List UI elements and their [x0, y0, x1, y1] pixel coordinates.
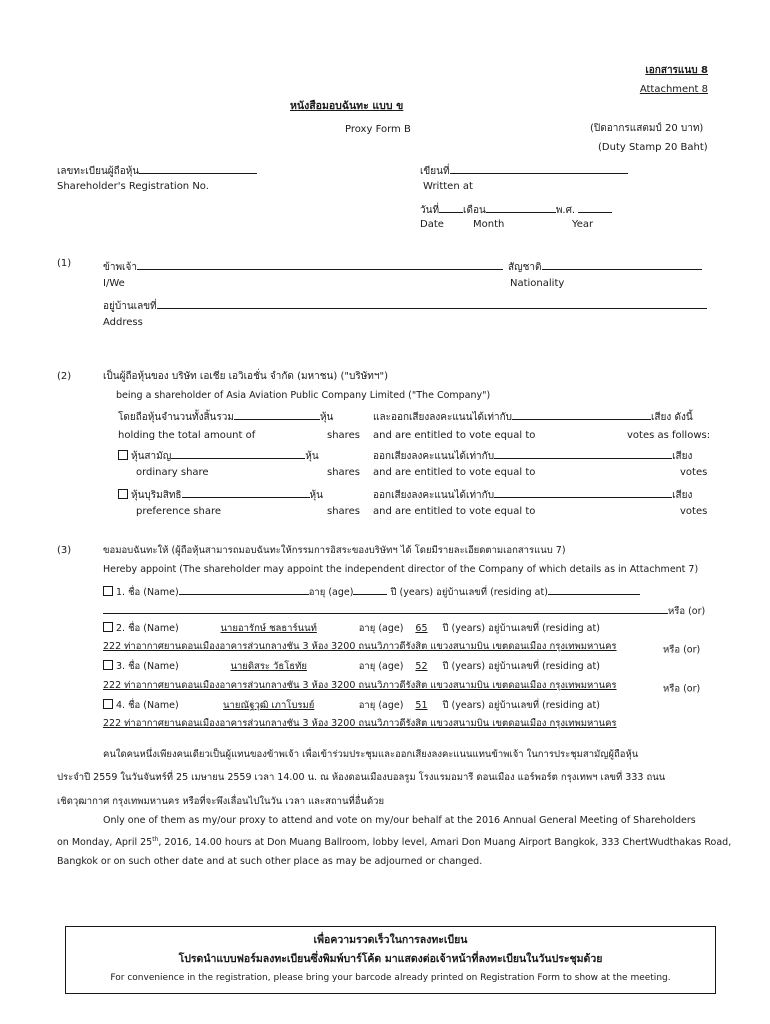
proxy-2-age-value: 65 [415, 623, 428, 634]
iwe-field[interactable] [103, 258, 503, 274]
ordinary-vote-label-th: ออกเสียงลงคะแนนได้เท่ากับ [373, 451, 495, 462]
proxy-4-checkbox[interactable] [103, 699, 113, 709]
proxy-1-address-row[interactable] [103, 602, 705, 617]
nationality-label-th: สัญชาติ [508, 262, 542, 273]
ordinary-share-field[interactable] [118, 447, 319, 463]
preference-label-en: preference share [136, 506, 221, 517]
proxy-4-age-label: อายุ (age) [358, 700, 404, 711]
address-label-en: Address [103, 317, 143, 328]
form-title-en: Proxy Form B [345, 124, 411, 135]
proxy-3-or: หรือ (or) [663, 683, 701, 695]
date-label-th: วันที่ [420, 205, 440, 216]
paragraph-th-line-1: คนใดคนหนึ่งเพียงคนเดียวเป็นผู้แทนของข้าพเจ้า เพื่อเข้าร่วมประชุมและออกเสียงลงคะแนนแทนข้าพเจ้า ในการประชุมสามัญผู้ถือหุ้น [103, 749, 639, 760]
proxy-4-address-value: 222 ท่าอากาศยานดอนเมืองอาคารส่วนกลางชั้น 3 ห้อง 3200 ถนนวิภาวดีรังสิต แขวงสนามบิน เขตดอนเมือง กรุงเทพมหานคร [103, 718, 617, 729]
month-label-th: เดือน [463, 205, 486, 216]
proxy-2-address-row [103, 641, 700, 656]
proxy-1-row[interactable] [103, 583, 640, 598]
vote-label-en: and are entitled to vote equal to [373, 430, 536, 441]
ordinary-votes-unit-en: votes [680, 467, 708, 478]
ordinary-shares-unit-en: shares [327, 467, 360, 478]
iwe-label-en: I/We [103, 278, 125, 289]
notice-title-th: เพื่อความรวดเร็วในการลงทะเบียน [313, 934, 468, 946]
preference-label-th: หุ้นบุริมสิทธิ [131, 490, 182, 501]
proxy-4-address-row [103, 718, 663, 733]
written-at-label-en: Written at [423, 181, 473, 192]
proxy-3-name-value: นายดิสระ วัธโธทัย [230, 661, 307, 672]
month-label-en: Month [473, 219, 505, 230]
stamp-label-th: (ปิดอากรแสตมป์ 20 บาท) [590, 123, 704, 134]
proxy-4-row[interactable] [103, 699, 600, 711]
paragraph-th-line-2: ประจำปี 2559 ในวันจันทร์ที่ 25 เมษายน 2559 เวลา 14.00 น. ณ ห้องดอนเมืองบอลรูม โรงแรมอมารี ดอนเมือง แอร์พอร์ต กรุงเทพฯ เลขที่ 333 ถนน [57, 772, 666, 783]
proxy-4-years-label: ปี (years) อยู่บ้านเลขที่ (residing at) [442, 700, 600, 711]
votes-follows-en: votes as follows: [627, 430, 711, 441]
ordinary-vote-label-en: and are entitled to vote equal to [373, 467, 536, 478]
doc-number-en: Attachment 8 [639, 84, 708, 95]
paragraph-en-line-3: Bangkok or on such other date and at such other place as may be adjourned or changed. [57, 856, 483, 867]
nationality-label-en: Nationality [510, 278, 565, 289]
proxy-2-address-value: 222 ท่าอากาศยานดอนเมืองอาคารส่วนกลางชั้น 3 ห้อง 3200 ถนนวิภาวดีรังสิต แขวงสนามบิน เขตดอนเมือง กรุงเทพมหานคร [103, 641, 617, 652]
paragraph-en-line-1: Only one of them as my/our proxy to attend and vote on my/our behalf at the 2016 Annual General Meeting of Shareholders [103, 815, 696, 826]
ordinary-shares-unit-th: หุ้น [305, 451, 319, 462]
address-label-th: อยู่บ้านเลขที่ [103, 301, 157, 312]
paragraph-en-sup: th [152, 836, 159, 843]
votes-follows-th: เสียง ดังนี้ [651, 412, 693, 423]
address-field[interactable] [103, 297, 707, 313]
proxy-1-years-label: ปี (years) อยู่บ้านเลขที่ (residing at) [390, 587, 548, 598]
appoint-th: ขอมอบฉันทะให้ (ผู้ถือหุ้นสามารถมอบฉันทะให้กรรมการอิสระของบริษัทฯ ได้ โดยมีรายละเอียดตามเอกสารแนบ 7) [103, 545, 566, 556]
notice-body-th: โปรดนำแบบฟอร์มลงทะเบียนซึ่งพิมพ์บาร์โค้ด มาแสดงต่อเจ้าหน้าที่ลงทะเบียนในวันประชุมด้วย [178, 953, 603, 965]
date-field[interactable] [420, 201, 612, 217]
proxy-3-checkbox[interactable] [103, 660, 113, 670]
written-at-field[interactable] [420, 162, 628, 178]
proxy-2-name-label: 2. ชื่อ (Name) [116, 623, 179, 634]
paragraph-en-venue: , 2016, 14.00 hours at Don Muang Ballroom, lobby level, Amari Don Muang Airport Bangkok, 333 ChertWudthakas Road, [158, 837, 732, 849]
registration-notice-box [65, 926, 716, 994]
preference-votes-unit-th: เสียง [672, 490, 693, 501]
total-shares-label-th: โดยถือหุ้นจำนวนทั้งสิ้นรวม [118, 412, 234, 423]
shares-unit-th: หุ้น [319, 412, 334, 423]
proxy-3-row[interactable] [103, 660, 600, 672]
preference-vote-label-th: ออกเสียงลงคะแนนได้เท่ากับ [373, 490, 495, 501]
proxy-1-name-label: 1. ชื่อ (Name) [116, 587, 179, 598]
preference-votes-unit-en: votes [680, 506, 708, 517]
proxy-3-age-label: อายุ (age) [358, 661, 404, 672]
proxy-3-name-label: 3. ชื่อ (Name) [116, 661, 179, 672]
shareholder-of-th: เป็นผู้ถือหุ้นของ บริษัท เอเชีย เอวิเอชั่น จำกัด (มหาชน) ("บริษัทฯ") [103, 371, 388, 382]
year-label-th: พ.ศ. [555, 205, 576, 216]
proxy-2-checkbox[interactable] [103, 622, 113, 632]
iwe-label-th: ข้าพเจ้า [103, 262, 137, 273]
total-votes-field[interactable] [373, 408, 693, 424]
proxy-3-years-label: ปี (years) อยู่บ้านเลขที่ (residing at) [442, 661, 600, 672]
shareholder-of-en: being a shareholder of Asia Aviation Public Company Limited ("The Company") [116, 390, 491, 401]
proxy-1-age-label: อายุ (age) [308, 587, 354, 598]
proxy-2-age-label: อายุ (age) [358, 623, 404, 634]
proxy-4-name-value: นายณัฐวุฒิ เภาโบรมย์ [223, 700, 315, 711]
preference-share-field[interactable] [118, 486, 323, 502]
registration-label-th: เลขทะเบียนผู้ถือหุ้น [57, 166, 140, 177]
ordinary-checkbox[interactable] [118, 450, 128, 460]
preference-vote-label-en: and are entitled to vote equal to [373, 506, 536, 517]
proxy-2-row[interactable] [103, 622, 600, 634]
doc-number-th: เอกสารแนบ 8 [645, 65, 708, 76]
ordinary-votes-field[interactable] [373, 447, 692, 463]
proxy-3-age-value: 52 [415, 661, 428, 672]
proxy-2-or: หรือ (or) [663, 644, 701, 656]
proxy-4-name-label: 4. ชื่อ (Name) [116, 700, 179, 711]
notice-body-en: For convenience in the registration, please bring your barcode already printed on Registration Form to show at the meeting. [110, 973, 671, 983]
form-title-th: หนังสือมอบฉันทะ แบบ ข [290, 100, 404, 112]
date-label-en: Date [420, 219, 444, 230]
paragraph-en-line-2 [57, 836, 731, 849]
total-shares-field[interactable] [118, 408, 333, 424]
stamp-label-en: (Duty Stamp 20 Baht) [598, 142, 708, 153]
proxy-1-or: หรือ (or) [668, 606, 706, 617]
registration-label-en: Shareholder's Registration No. [57, 181, 209, 192]
proxy-1-checkbox[interactable] [103, 586, 113, 596]
written-at-label-th: เขียนที่ [420, 166, 450, 177]
preference-checkbox[interactable] [118, 489, 128, 499]
proxy-2-name-value: นายอารักษ์ ชลธาร์นนท์ [220, 623, 317, 634]
total-amount-label-en: holding the total amount of [118, 430, 256, 441]
registration-no-field[interactable] [57, 162, 257, 178]
proxy-3-address-value: 222 ท่าอากาศยานดอนเมืองอาคารส่วนกลางชั้น 3 ห้อง 3200 ถนนวิภาวดีรังสิต แขวงสนามบิน เขตดอนเมือง กรุงเทพมหานคร [103, 680, 617, 691]
section-1-number: (1) [57, 258, 72, 269]
paragraph-en-date: on Monday, April 25 [57, 837, 153, 849]
ordinary-votes-unit-th: เสียง [672, 451, 693, 462]
ordinary-label-en: ordinary share [136, 467, 209, 478]
appoint-en: Hereby appoint (The shareholder may appoint the independent director of the Company of which details as in Attachment 7) [103, 564, 699, 575]
proxy-4-age-value: 51 [415, 700, 428, 711]
preference-shares-unit-en: shares [327, 506, 360, 517]
shares-unit-en: shares [327, 430, 360, 441]
preference-votes-field[interactable] [373, 486, 692, 502]
section-2-number: (2) [57, 371, 72, 382]
proxy-3-address-row [103, 680, 700, 695]
year-label-en: Year [572, 219, 594, 230]
ordinary-label-th: หุ้นสามัญ [131, 451, 172, 462]
paragraph-th-line-3: เชิดวุฒากาศ กรุงเทพมหานคร หรือที่จะพึงเลื่อนไปในวัน เวลา และสถานที่อื่นด้วย [57, 796, 385, 807]
preference-shares-unit-th: หุ้น [309, 490, 323, 501]
nationality-field[interactable] [508, 258, 702, 274]
proxy-2-years-label: ปี (years) อยู่บ้านเลขที่ (residing at) [442, 623, 600, 634]
section-3-number: (3) [57, 545, 72, 556]
vote-label-th: และออกเสียงลงคะแนนได้เท่ากับ [373, 412, 513, 423]
